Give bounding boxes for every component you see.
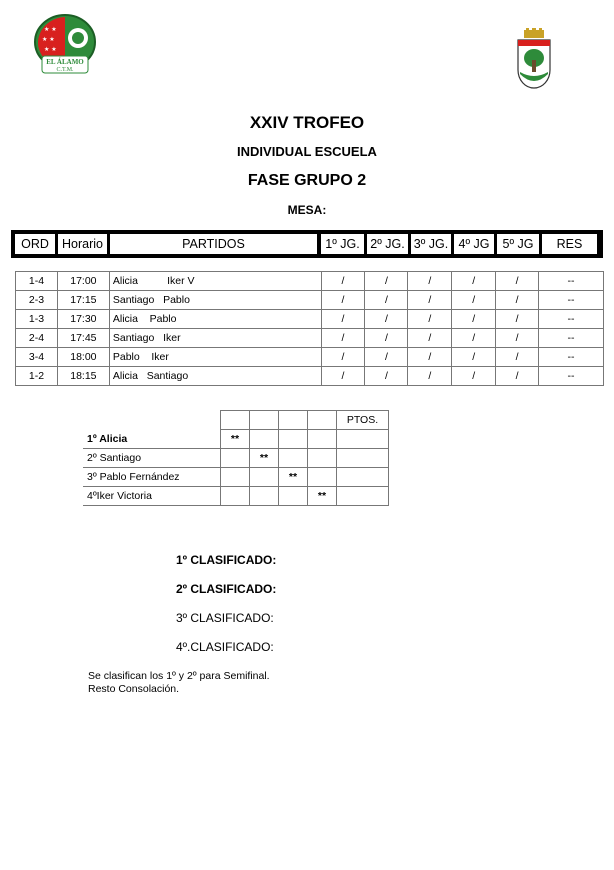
self-marker: ** [221,430,250,449]
match-game-5: / [496,310,539,329]
match-game-1: / [321,367,365,386]
match-game-4: / [452,310,496,329]
self-marker: ** [279,468,308,487]
table-row [16,272,604,291]
points-header: PTOS. [337,411,389,430]
match-game-5: / [496,272,539,291]
standings-row [83,487,389,506]
player-name: 1º Alicia [83,430,221,449]
standings-row [83,430,389,449]
table-row [16,348,604,367]
match-game-2: / [365,348,408,367]
coat-of-arms-icon [514,28,554,94]
match-game-1: / [321,348,365,367]
svg-text:★ ★: ★ ★ [44,26,57,33]
match-players: Alicia Iker V [109,272,321,291]
header-game-1: 1º JG. [321,234,364,254]
match-game-5: / [496,367,539,386]
header-game-5: 5º JG [497,234,539,254]
consolation-note: Resto Consolación. [88,683,180,695]
header-partidos: PARTIDOS [110,234,317,254]
match-players: Santiago Pablo [109,291,321,310]
match-ord: 2-4 [16,329,58,348]
header-game-2: 2º JG. [367,234,408,254]
match-time: 17:30 [57,310,109,329]
match-game-2: / [365,272,408,291]
category-title: INDIVIDUAL ESCUELA [237,144,377,159]
match-result: -- [539,272,604,291]
match-game-4: / [452,367,496,386]
match-game-5: / [496,329,539,348]
second-classified-label: 2º CLASIFICADO: [176,582,277,596]
match-players: Pablo Iker [109,348,321,367]
match-game-2: / [365,291,408,310]
first-classified-label: 1º CLASIFICADO: [176,553,277,567]
match-game-4: / [452,329,496,348]
match-game-2: / [365,329,408,348]
match-game-3: / [408,272,452,291]
municipal-logo [514,28,554,94]
header-game-3: 3º JG. [411,234,451,254]
player-name: 2º Santiago [83,449,221,468]
self-marker: ** [308,487,337,506]
match-game-2: / [365,310,408,329]
header-horario: Horario [58,234,107,254]
match-result: -- [539,348,604,367]
match-result: -- [539,329,604,348]
self-marker: ** [250,449,279,468]
table-row [16,310,604,329]
match-ord: 3-4 [16,348,58,367]
match-game-1: / [321,310,365,329]
club-name-text: EL ÁLAMO [46,58,84,66]
match-game-4: / [452,291,496,310]
standings-table [83,410,389,506]
match-game-4: / [452,272,496,291]
standings-row [83,449,389,468]
match-game-1: / [321,291,365,310]
matches-table [15,271,604,386]
player-name: 4ºIker Victoria [83,487,221,506]
svg-text:★ ★: ★ ★ [42,36,55,43]
match-game-1: / [321,272,365,291]
match-game-3: / [408,367,452,386]
match-game-5: / [496,291,539,310]
match-ord: 1-4 [16,272,58,291]
match-players: Alicia Santiago [109,367,321,386]
qualification-note: Se clasifican los 1º y 2º para Semifinal. [88,670,270,682]
third-classified-label: 3º CLASIFICADO: [176,611,274,625]
svg-text:★ ★: ★ ★ [44,46,57,53]
club-crest-icon [32,14,98,76]
match-time: 18:15 [57,367,109,386]
header-game-4: 4º JG [454,234,494,254]
match-ord: 1-2 [16,367,58,386]
header-bar [11,230,603,258]
match-game-4: / [452,348,496,367]
match-time: 17:45 [57,329,109,348]
standings-header-row [83,411,389,430]
table-row [16,367,604,386]
match-game-5: / [496,348,539,367]
standings-row [83,468,389,487]
match-players: Alicia Pablo [109,310,321,329]
match-time: 17:00 [57,272,109,291]
match-game-3: / [408,310,452,329]
table-row [16,291,604,310]
header-ord: ORD [15,234,55,254]
phase-title: FASE GRUPO 2 [247,172,367,189]
match-ord: 2-3 [16,291,58,310]
trophy-title: XXIV TROFEO [249,113,365,132]
match-game-3: / [408,291,452,310]
match-time: 18:00 [57,348,109,367]
match-ord: 1-3 [16,310,58,329]
table-row [16,329,604,348]
match-result: -- [539,310,604,329]
club-logo [32,14,98,76]
match-game-2: / [365,367,408,386]
player-name: 3º Pablo Fernández [83,468,221,487]
table-label: MESA: [287,203,327,217]
match-players: Santiago Iker [109,329,321,348]
match-game-3: / [408,329,452,348]
match-game-1: / [321,329,365,348]
match-result: -- [539,367,604,386]
header-res: RES [542,234,597,254]
match-time: 17:15 [57,291,109,310]
match-result: -- [539,291,604,310]
match-game-3: / [408,348,452,367]
fourth-classified-label: 4º.CLASIFICADO: [176,640,274,654]
club-abbrev-text: C.T.M. [56,67,74,73]
